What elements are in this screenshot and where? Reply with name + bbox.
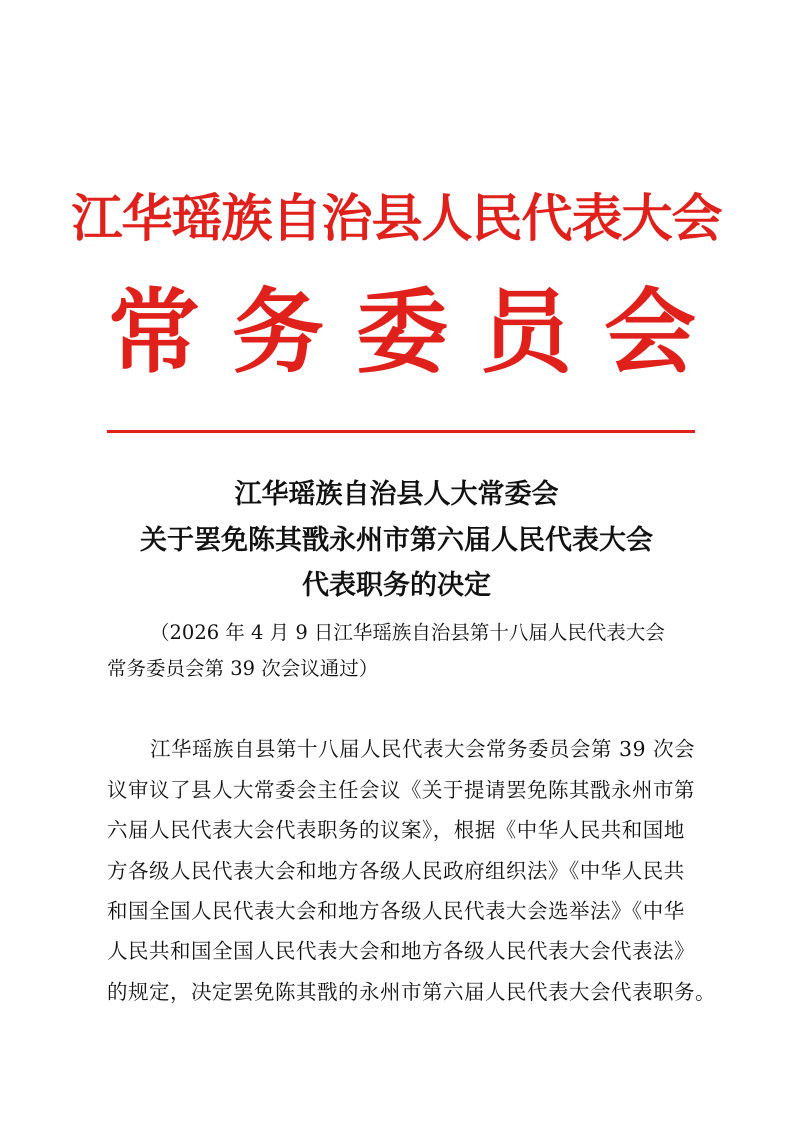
committee-char: 常	[108, 278, 201, 386]
body-line: 六届人民代表大会代表职务的议案》，根据《中华人民共和国地	[107, 818, 685, 842]
body-line: 议审议了县人大常委会主任会议《关于提请罢免陈其戬永州市第	[107, 778, 695, 802]
body-line: 和国全国人民代表大会和地方各级人民代表大会选举法》《中华	[107, 899, 685, 923]
doc-title-line3: 代表职务的决定	[302, 570, 491, 601]
body-line: 江华瑶族自县第十八届人民代表大会常务委员会第 39 次会	[150, 737, 696, 761]
committee-char: 务	[231, 278, 324, 386]
committee-char: 会	[603, 278, 696, 386]
body-line: 的规定，决定罢免陈其戬的永州市第六届人民代表大会代表职务。	[107, 980, 716, 1004]
doc-title-line1: 江华瑶族自治县人大常委会	[234, 479, 559, 510]
red-divider-line	[107, 430, 695, 433]
body-line: 人民共和国全国人民代表大会和地方各级人民代表大会代表法》	[107, 939, 695, 963]
adopted-note-line1: （2026 年 4 月 9 日江华瑶族自治县第十八届人民代表大会	[150, 621, 665, 644]
body-line: 方各级人民代表大会和地方各级人民政府组织法》《中华人民共	[107, 859, 685, 883]
committee-char: 员	[479, 278, 572, 386]
committee-char: 委	[355, 278, 448, 386]
adopted-note-line2: 常务委员会第 39 次会议通过）	[107, 657, 379, 680]
committee-header	[108, 278, 696, 386]
org-name-header: 江华瑶族自治县人民代表大会	[71, 189, 722, 249]
doc-title-line2: 关于罢免陈其戬永州市第六届人民代表大会	[140, 525, 653, 556]
